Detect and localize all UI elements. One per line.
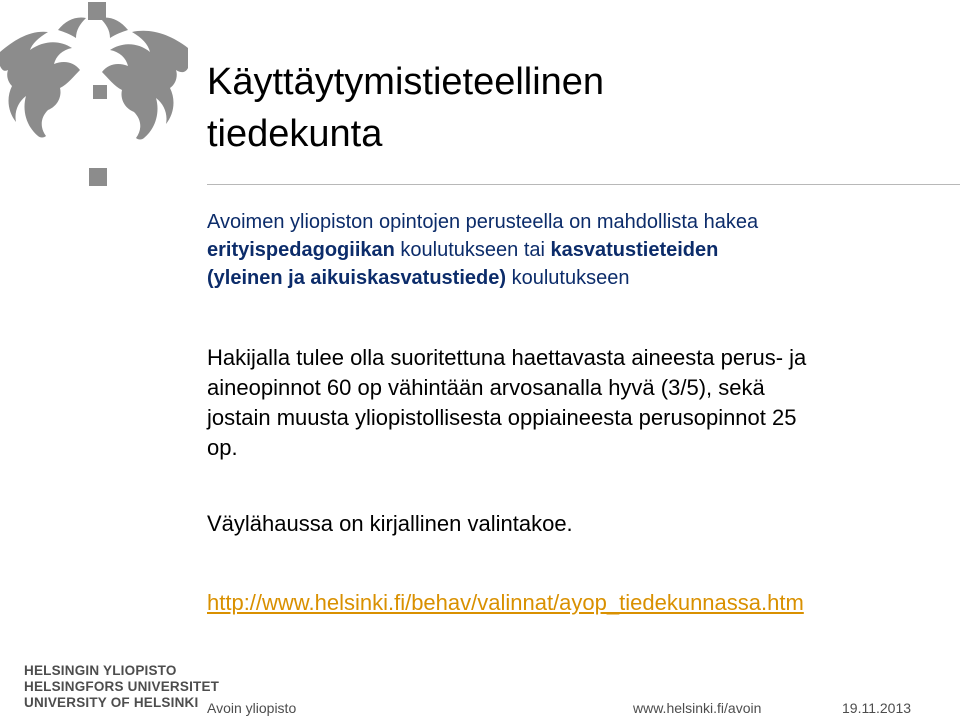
intro-line	[207, 208, 947, 236]
intro-text: koulutukseen tai	[394, 239, 551, 261]
program-education: kasvatustieteiden	[550, 239, 719, 261]
requirements-paragraph	[207, 343, 947, 463]
requirements-line: Hakijalla tulee olla suoritettuna haettavasta aineesta perus- ja	[207, 345, 807, 370]
intro-text: Avoimen yliopiston opintojen perusteella on mahdollista hakea	[207, 211, 759, 233]
logo-flame-right	[102, 31, 188, 140]
page-title	[207, 56, 604, 160]
logo-square-top	[88, 2, 106, 20]
wordmark-line: HELSINGIN YLIOPISTO	[24, 663, 177, 678]
university-wordmark	[24, 663, 219, 711]
university-flame-logo	[0, 0, 200, 190]
footer-url: www.helsinki.fi/avoin	[633, 700, 762, 716]
logo-flame-left	[0, 32, 80, 138]
program-special-education: erityispedagogiikan	[207, 239, 395, 261]
admissions-link[interactable]: http://www.helsinki.fi/behav/valinnat/ayop_tiedekunnassa.htm	[207, 590, 804, 615]
logo-square-middle	[93, 85, 107, 99]
intro-text: koulutukseen	[506, 267, 630, 289]
program-specializations: (yleinen ja aikuiskasvatustiede)	[207, 267, 507, 289]
requirements-line: op.	[207, 435, 238, 460]
intro-paragraph	[207, 208, 947, 292]
footer-unit: Avoin yliopisto	[207, 700, 297, 716]
footer-date: 19.11.2013	[842, 700, 912, 716]
requirements-line: jostain muusta yliopistollisesta oppiaineesta perusopinnot 25	[207, 405, 797, 430]
entrance-exam-note: Väylähaussa on kirjallinen valintakoe.	[207, 511, 573, 536]
logo-square-bottom	[89, 168, 107, 186]
intro-line	[207, 264, 947, 292]
title-divider	[207, 184, 960, 185]
intro-line	[207, 236, 947, 264]
wordmark-line: UNIVERSITY OF HELSINKI	[24, 695, 199, 710]
requirements-line: aineopinnot 60 op vähintään arvosanalla hyvä (3/5), sekä	[207, 375, 765, 400]
title-line: tiedekunta	[207, 113, 383, 155]
logo-flame-left-tail	[58, 18, 86, 39]
logo-flame-right-tail	[100, 18, 128, 39]
title-line: Käyttäytymistieteellinen	[207, 61, 605, 103]
wordmark-line: HELSINGFORS UNIVERSITET	[24, 679, 220, 694]
